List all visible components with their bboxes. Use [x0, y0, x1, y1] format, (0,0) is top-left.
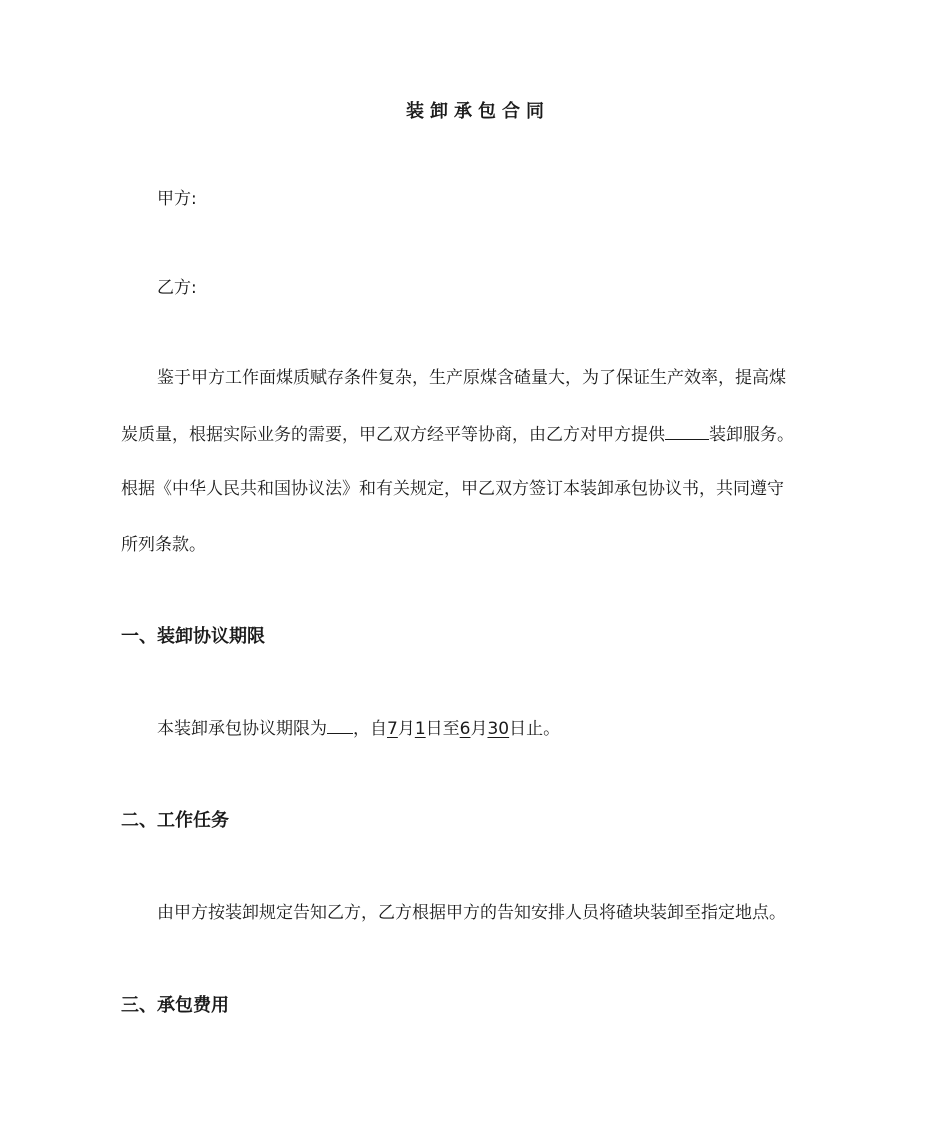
preamble-line-2-text: 炭质量，根据实际业务的需要，甲乙双方经平等协商，由乙方对甲方提供	[121, 425, 665, 445]
party-b-label: 乙方:	[157, 278, 197, 298]
end-month: 6	[459, 719, 471, 739]
party-a-label: 甲方:	[157, 189, 197, 209]
end-day: 30	[487, 719, 510, 739]
end-month-char: 月	[470, 719, 488, 739]
term-blank-field	[327, 716, 353, 734]
preamble-line-4: 所列条款。	[121, 535, 206, 555]
start-month: 7	[387, 719, 398, 739]
start-month-char: 月	[397, 719, 415, 739]
term-text-prefix: 本装卸承包协议期限为	[157, 719, 327, 739]
section-2-heading: 二、工作任务	[121, 810, 229, 831]
term-text-end: 日止。	[509, 719, 561, 739]
section-1-heading: 一、装卸协议期限	[121, 626, 265, 647]
section-3-heading: 三、承包费用	[121, 995, 229, 1016]
section-1-text	[157, 716, 560, 741]
preamble-line-2	[121, 422, 794, 447]
section-2-text: 由甲方按装卸规定告知乙方，乙方根据甲方的告知安排人员将碴块装卸至指定地点。	[157, 903, 786, 923]
service-blank-field	[665, 422, 709, 440]
preamble-line-2-end: 装卸服务。	[709, 425, 794, 445]
term-text-to: 日至	[425, 719, 460, 739]
document-title: 装卸承包合同	[406, 101, 550, 122]
preamble-line-1: 鉴于甲方工作面煤质赋存条件复杂，生产原煤含碴量大，为了保证生产效率，提高煤	[157, 368, 786, 388]
preamble-line-3: 根据《中华人民共和国协议法》和有关规定，甲乙双方签订本装卸承包协议书，共同遵守	[121, 479, 784, 499]
term-text-from: ，自	[353, 719, 387, 739]
start-day: 1	[414, 719, 426, 739]
